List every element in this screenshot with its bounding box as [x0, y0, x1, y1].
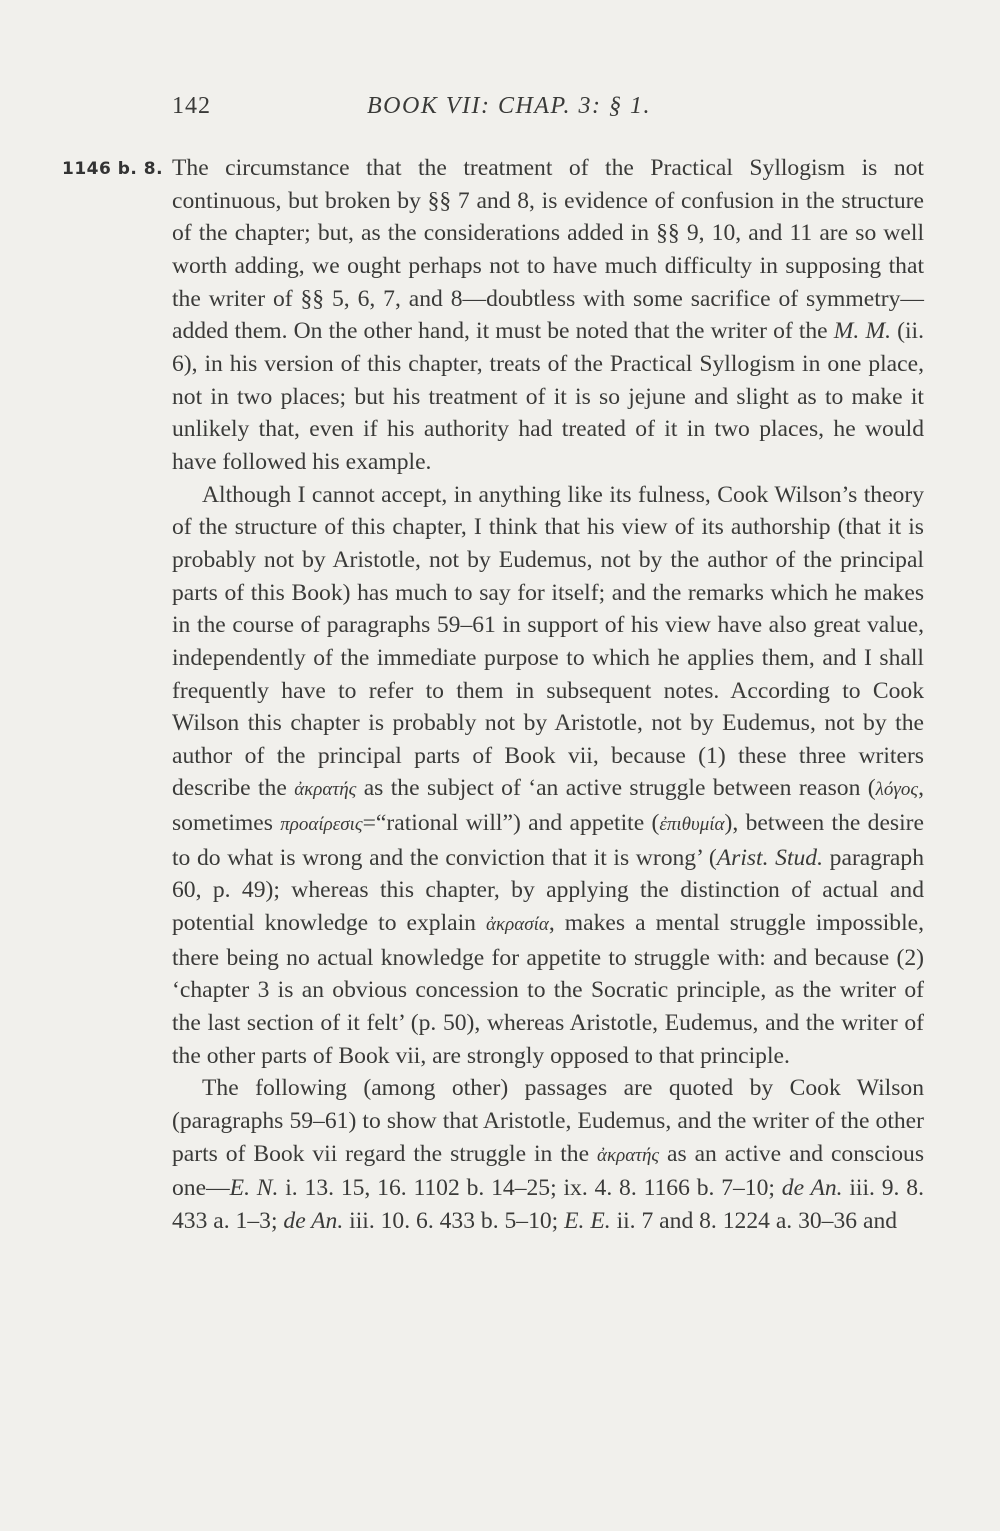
- greek-term: ἀκρατής: [294, 779, 357, 801]
- italic-abbrev: M. M.: [833, 318, 892, 345]
- greek-term: ἐπιθυμία: [659, 814, 725, 836]
- chapter-heading: BOOK VII: CHAP. 3: § 1.: [367, 93, 652, 119]
- text-run: as an active and conscious one—: [172, 1140, 925, 1202]
- text-run: , makes a mental struggle impossible, there being no actual knowledge for appetite to struggle with: and because (2) ‘chapter 3 is an obvious concession to the Socratic principle, as the writer of the last section of it felt’ (p. 50), whereas Aristotle, Eudemus, and the writer of the other parts of Book vii, are strongly opposed to that principle.: [172, 910, 924, 1069]
- greek-term: προαίρεσις: [280, 814, 363, 836]
- italic-citation: de An.: [283, 1208, 344, 1234]
- margin-reference: 1146 b. 8.: [62, 159, 164, 179]
- greek-term: ἀκρασία: [486, 914, 549, 936]
- paragraph-1: [172, 152, 924, 479]
- text-run: =“rational will”) and appetite (: [362, 810, 660, 837]
- running-head: [172, 93, 747, 127]
- text-run: iii. 10. 6. 433 b. 5–10;: [343, 1208, 565, 1234]
- text-run: The circumstance that the treatment of the Practical Syllogism is not continuous, but broken by §§ 7 and 8, is evidence of confusion in the structure of the chapter; but, as the considerations added in §§ 9, 10, and 11 are so well worth adding, we ought perhaps not to have much difficulty in supposing that the writer of §§ 5, 6, 7, and 8—doubtless with some sacrifice of symmetry—added them. On the other hand, it must be noted that the writer of the: [172, 155, 924, 345]
- text-run: Although I cannot accept, in anything like its fulness, Cook Wilson’s theory of the structure of this chapter, I think that his view of its authorship (that it is probably not by Aristotle, not by Eudemus, not by the author of the principal parts of this Book) has much to say for itself; and the remarks which he makes in the course of paragraphs 59–61 in support of his view have also great value, independently of the immediate purpose to which he applies them, and I shall frequently have to refer to them in subsequent notes. According to Cook Wilson this chapter is probably not by Aristotle, not by Eudemus, not by the author of the principal parts of Book vii, because (1) these three writers describe the: [172, 481, 924, 802]
- text-run: The following (among other) passages are quoted by Cook Wilson (paragraphs 59–61) to show that Aristotle, Eudemus, and the writer of the other parts of Book vii regard the struggle in the: [172, 1075, 924, 1167]
- text-run: as the subject of ‘an active struggle between reason (: [356, 775, 876, 802]
- text-run: , sometimes: [172, 775, 924, 837]
- paragraph-3: [172, 1072, 924, 1237]
- paragraph-2: [172, 479, 924, 1073]
- body-text: [172, 152, 924, 1238]
- italic-citation: E. E.: [564, 1208, 611, 1234]
- text-run: ii. 7 and 8. 1224 a. 30–36 and: [610, 1208, 898, 1234]
- text-run: i. 13. 15, 16. 1102 b. 14–25; ix. 4. 8. 1166 b. 7–10;: [278, 1175, 782, 1202]
- text-run: paragraph 60, p. 49); whereas this chapter, by applying the distinction of actual and potential knowledge to explain: [172, 844, 924, 937]
- text-run: iii. 9. 8. 433 a. 1–3;: [172, 1175, 924, 1234]
- greek-term: λόγος: [875, 779, 919, 801]
- greek-term: ἀκρατής: [596, 1144, 660, 1166]
- italic-citation: de An.: [781, 1175, 843, 1202]
- italic-citation: Arist. Stud.: [716, 844, 824, 871]
- page-number: 142: [172, 93, 211, 119]
- text-run: ), between the desire to do what is wrong and the conviction that it is wrong’ (: [172, 810, 924, 871]
- italic-citation: E. N.: [229, 1175, 279, 1202]
- text-run: (ii. 6), in his version of this chapter, treats of the Practical Syllogism in one place, not in two places; but his treatment of it is so jejune and slight as to make it unlikely that, even if his authority had treated of it in two places, he would have followed his example.: [172, 318, 924, 475]
